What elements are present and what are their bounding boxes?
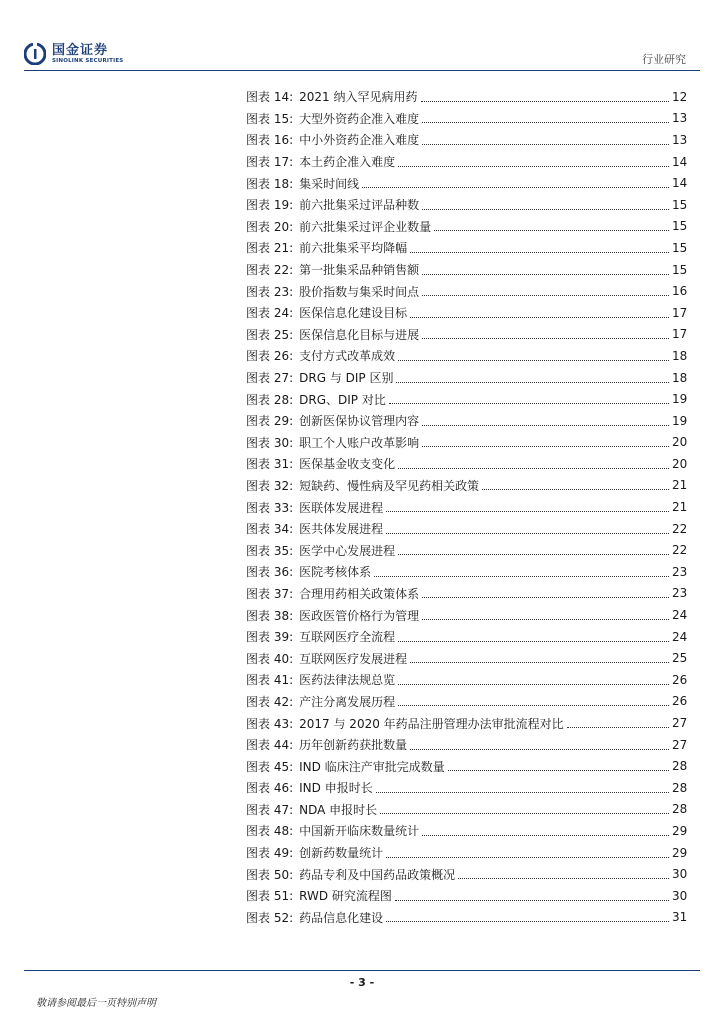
page-number: - 3 - (349, 976, 375, 989)
toc-entry-label: 图表 18: (246, 176, 294, 191)
toc-entry-page: 13 (672, 111, 688, 126)
toc-entry-page: 19 (672, 392, 688, 407)
toc-entry-title: 医学中心发展进程 (299, 543, 396, 558)
toc-leader-dots (422, 208, 669, 210)
toc-entry-page: 21 (672, 478, 688, 493)
toc-leader-dots (422, 337, 669, 339)
toc-entry-page: 14 (672, 154, 688, 169)
toc-entry-label: 图表 15: (246, 111, 294, 126)
toc-entry-title: 集采时间线 (299, 176, 360, 191)
toc-entry[interactable] (246, 755, 686, 777)
toc-entry-title: 创新药数量统计 (299, 846, 384, 861)
toc-entry[interactable] (246, 259, 686, 281)
toc-entry-page: 26 (672, 694, 688, 709)
toc-entry-label: 图表 30: (246, 435, 294, 450)
disclaimer-note: 敬请参阅最后一页特别声明 (36, 998, 156, 1009)
toc-entry-title: 药品信息化建设 (299, 910, 384, 925)
toc-entry-title: 医联体发展进程 (299, 500, 384, 515)
toc-entry-label: 图表 38: (246, 608, 294, 623)
toc-entry[interactable] (246, 626, 686, 648)
toc-leader-dots (422, 121, 669, 123)
toc-entry-page: 18 (672, 370, 688, 385)
footer-divider (24, 970, 700, 971)
toc-entry[interactable] (246, 907, 686, 929)
toc-entry-title: DRG、DIP 对比 (299, 392, 386, 407)
toc-leader-dots (422, 618, 669, 620)
toc-leader-dots (398, 553, 669, 555)
toc-entry[interactable] (246, 367, 686, 389)
toc-entry[interactable] (246, 863, 686, 885)
toc-entry-page: 22 (672, 543, 688, 558)
toc-entry-label: 图表 49: (246, 846, 294, 861)
toc-entry[interactable] (246, 216, 686, 238)
toc-entry-label: 图表 39: (246, 630, 294, 645)
toc-entry-title: DRG 与 DIP 区别 (299, 371, 394, 386)
toc-entry-title: 2021 纳入罕见病用药 (299, 90, 418, 105)
toc-entry-page: 30 (672, 867, 688, 882)
toc-entry[interactable] (246, 777, 686, 799)
toc-entry[interactable] (246, 583, 686, 605)
toc-leader-dots (422, 294, 669, 296)
toc-entry-title: 创新医保协议管理内容 (299, 414, 420, 429)
toc-entry[interactable] (246, 604, 686, 626)
toc-entry-label: 图表 37: (246, 586, 294, 601)
toc-entry-title: 医政医管价格行为管理 (299, 608, 420, 623)
toc-leader-dots (398, 704, 669, 706)
toc-entry[interactable] (246, 496, 686, 518)
toc-leader-dots (422, 273, 669, 275)
toc-entry-title: 医药法律法规总览 (299, 673, 396, 688)
toc-entry-title: 2017 与 2020 年药品注册管理办法审批流程对比 (299, 716, 564, 731)
toc-entry-label: 图表 46: (246, 781, 294, 796)
toc-entry-label: 图表 31: (246, 457, 294, 472)
toc-entry[interactable] (246, 280, 686, 302)
toc-entry-page: 18 (672, 348, 688, 363)
toc-entry-label: 图表 24: (246, 306, 294, 321)
toc-entry[interactable] (246, 475, 686, 497)
company-logo (24, 40, 123, 68)
toc-entry-label: 图表 14: (246, 90, 294, 105)
toc-entry[interactable] (246, 691, 686, 713)
toc-entry[interactable] (246, 324, 686, 346)
toc-entry-page: 23 (672, 586, 688, 601)
toc-leader-dots (567, 726, 669, 728)
toc-entry-label: 图表 21: (246, 241, 294, 256)
toc-leader-dots (422, 596, 669, 598)
toc-entry-label: 图表 33: (246, 500, 294, 515)
toc-leader-dots (389, 402, 669, 404)
toc-leader-dots (362, 186, 669, 188)
toc-leader-dots (398, 359, 669, 361)
toc-entry[interactable] (246, 151, 686, 173)
toc-entry-label: 图表 44: (246, 738, 294, 753)
toc-entry-title: 医保信息化目标与进展 (299, 327, 420, 342)
toc-entry-page: 24 (672, 629, 688, 644)
toc-entry-label: 图表 52: (246, 910, 294, 925)
toc-entry-label: 图表 35: (246, 543, 294, 558)
toc-entry-label: 图表 16: (246, 133, 294, 148)
toc-leader-dots (398, 683, 669, 685)
toc-entry[interactable] (246, 539, 686, 561)
toc-leader-dots (422, 143, 669, 145)
toc-entry-title: 大型外资药企准入难度 (299, 111, 420, 126)
toc-entry[interactable] (246, 108, 686, 130)
toc-entry-label: 图表 40: (246, 651, 294, 666)
toc-entry-title: 历年创新药获批数量 (299, 738, 408, 753)
toc-entry[interactable] (246, 842, 686, 864)
toc-entry-title: 中国新开临床数量统计 (299, 824, 420, 839)
toc-entry-page: 16 (672, 284, 688, 299)
toc-entry-title: 医保基金收支变化 (299, 457, 396, 472)
toc-leader-dots (421, 100, 670, 102)
toc-entry[interactable] (246, 194, 686, 216)
toc-entry-title: NDA 申报时长 (299, 802, 378, 817)
toc-entry-label: 图表 51: (246, 889, 294, 904)
toc-entry-title: 互联网医疗发展进程 (299, 651, 408, 666)
toc-entry-label: 图表 42: (246, 694, 294, 709)
toc-entry[interactable] (246, 453, 686, 475)
toc-entry-label: 图表 19: (246, 198, 294, 213)
toc-leader-dots (410, 748, 669, 750)
toc-entry-title: 股价指数与集采时间点 (299, 284, 420, 299)
toc-entry-label: 图表 48: (246, 824, 294, 839)
toc-entry[interactable] (246, 799, 686, 821)
toc-entry-title: RWD 研究流程图 (299, 889, 392, 904)
toc-entry[interactable] (246, 561, 686, 583)
toc-entry-label: 图表 28: (246, 392, 294, 407)
toc-entry-title: 医保信息化建设目标 (299, 306, 408, 321)
toc-leader-dots (398, 640, 669, 642)
toc-leader-dots (410, 251, 669, 253)
toc-leader-dots (386, 510, 669, 512)
toc-leader-dots (376, 791, 669, 793)
toc-entry-page: 22 (672, 521, 688, 536)
toc-entry-label: 图表 41: (246, 673, 294, 688)
toc-entry-title: 前六批集采过评品种数 (299, 198, 420, 213)
toc-entry-label: 图表 25: (246, 327, 294, 342)
toc-entry-title: 药品专利及中国药品政策概况 (299, 867, 456, 882)
toc-entry-label: 图表 50: (246, 867, 294, 882)
toc-leader-dots (398, 165, 669, 167)
toc-entry-page: 14 (672, 176, 688, 191)
toc-entry-title: 职工个人账户改革影响 (299, 435, 420, 450)
toc-entry[interactable] (246, 647, 686, 669)
toc-entry-label: 图表 43: (246, 716, 294, 731)
toc-entry[interactable] (246, 885, 686, 907)
header-divider (24, 70, 700, 71)
toc-entry-page: 27 (672, 737, 688, 752)
toc-entry-page: 29 (672, 823, 688, 838)
toc-entry[interactable] (246, 172, 686, 194)
toc-entry-page: 15 (672, 262, 688, 277)
toc-entry-label: 图表 45: (246, 759, 294, 774)
toc-entry-title: 前六批集采过评企业数量 (299, 219, 432, 234)
toc-entry[interactable] (246, 302, 686, 324)
toc-entry-label: 图表 36: (246, 565, 294, 580)
toc-entry-title: 合理用药相关政策体系 (299, 586, 420, 601)
toc-entry-label: 图表 32: (246, 478, 294, 493)
toc-leader-dots (386, 920, 669, 922)
toc-leader-dots (422, 445, 669, 447)
logo-english-name: SINOLINK SECURITIES (52, 57, 124, 64)
toc-entry-label: 图表 23: (246, 284, 294, 299)
toc-leader-dots (448, 769, 669, 771)
toc-entry[interactable] (246, 410, 686, 432)
toc-entry[interactable] (246, 432, 686, 454)
logo-icon (24, 43, 46, 65)
toc-entry-page: 28 (672, 759, 688, 774)
toc-entry[interactable] (246, 86, 686, 108)
toc-entry-label: 图表 26: (246, 349, 294, 364)
toc-leader-dots (386, 532, 669, 534)
toc-entry-title: 互联网医疗全流程 (299, 630, 396, 645)
toc-entry-title: 中小外资药企准入难度 (299, 133, 420, 148)
toc-entry[interactable] (246, 518, 686, 540)
toc-entry-title: 医院考核体系 (299, 565, 372, 580)
toc-entry-label: 图表 29: (246, 414, 294, 429)
toc-leader-dots (380, 812, 669, 814)
toc-entry-page: 26 (672, 672, 688, 687)
toc-entry-page: 15 (672, 219, 688, 234)
toc-entry-page: 17 (672, 305, 688, 320)
toc-entry-page: 28 (672, 780, 688, 795)
toc-entry-page: 17 (672, 327, 688, 342)
page-header (0, 0, 724, 76)
toc-entry[interactable] (246, 712, 686, 734)
toc-entry-page: 12 (672, 89, 688, 104)
toc-entry-page: 23 (672, 564, 688, 579)
toc-entry-page: 19 (672, 413, 688, 428)
logo-chinese-name: 国金证券 (52, 42, 109, 58)
toc-entry-page: 15 (672, 240, 688, 255)
report-category: 行业研究 (642, 53, 686, 66)
toc-entry[interactable] (246, 237, 686, 259)
toc-leader-dots (396, 381, 669, 383)
toc-leader-dots (482, 488, 669, 490)
toc-entry[interactable] (246, 669, 686, 691)
toc-entry[interactable] (246, 388, 686, 410)
toc-leader-dots (422, 424, 669, 426)
toc-leader-dots (386, 856, 669, 858)
toc-entry-page: 24 (672, 608, 688, 623)
toc-leader-dots (434, 229, 669, 231)
toc-entry[interactable] (246, 734, 686, 756)
toc-entry-page: 31 (672, 910, 688, 925)
toc-entry-label: 图表 22: (246, 263, 294, 278)
toc-entry-title: 第一批集采品种销售额 (299, 263, 420, 278)
toc-entry[interactable] (246, 129, 686, 151)
toc-entry-label: 图表 47: (246, 802, 294, 817)
toc-entry-label: 图表 34: (246, 522, 294, 537)
toc-leader-dots (398, 467, 669, 469)
toc-entry-page: 25 (672, 651, 688, 666)
toc-entry[interactable] (246, 820, 686, 842)
toc-entry-title: 前六批集采平均降幅 (299, 241, 408, 256)
toc-entry-page: 28 (672, 802, 688, 817)
toc-entry-page: 27 (672, 716, 688, 731)
toc-leader-dots (422, 834, 669, 836)
toc-leader-dots (395, 899, 669, 901)
toc-entry-page: 30 (672, 888, 688, 903)
toc-leader-dots (410, 661, 669, 663)
toc-entry-title: 本土药企准入难度 (299, 155, 396, 170)
toc-entry-page: 29 (672, 845, 688, 860)
toc-entry-title: 支付方式改革成效 (299, 349, 396, 364)
figure-list (246, 86, 686, 928)
toc-entry-title: 短缺药、慢性病及罕见药相关政策 (299, 478, 480, 493)
toc-leader-dots (410, 316, 669, 318)
toc-entry-page: 13 (672, 132, 688, 147)
toc-entry-page: 20 (672, 456, 688, 471)
toc-entry-page: 20 (672, 435, 688, 450)
toc-entry-title: IND 申报时长 (299, 781, 373, 796)
toc-entry-title: IND 临床注产审批完成数量 (299, 759, 445, 774)
toc-entry-page: 15 (672, 197, 688, 212)
toc-entry-page: 21 (672, 500, 688, 515)
toc-entry-label: 图表 17: (246, 155, 294, 170)
toc-leader-dots (458, 877, 669, 879)
toc-entry-label: 图表 20: (246, 219, 294, 234)
toc-entry[interactable] (246, 345, 686, 367)
toc-leader-dots (374, 575, 669, 577)
toc-entry-title: 医共体发展进程 (299, 522, 384, 537)
toc-entry-label: 图表 27: (246, 371, 294, 386)
toc-entry-title: 产注分离发展历程 (299, 694, 396, 709)
